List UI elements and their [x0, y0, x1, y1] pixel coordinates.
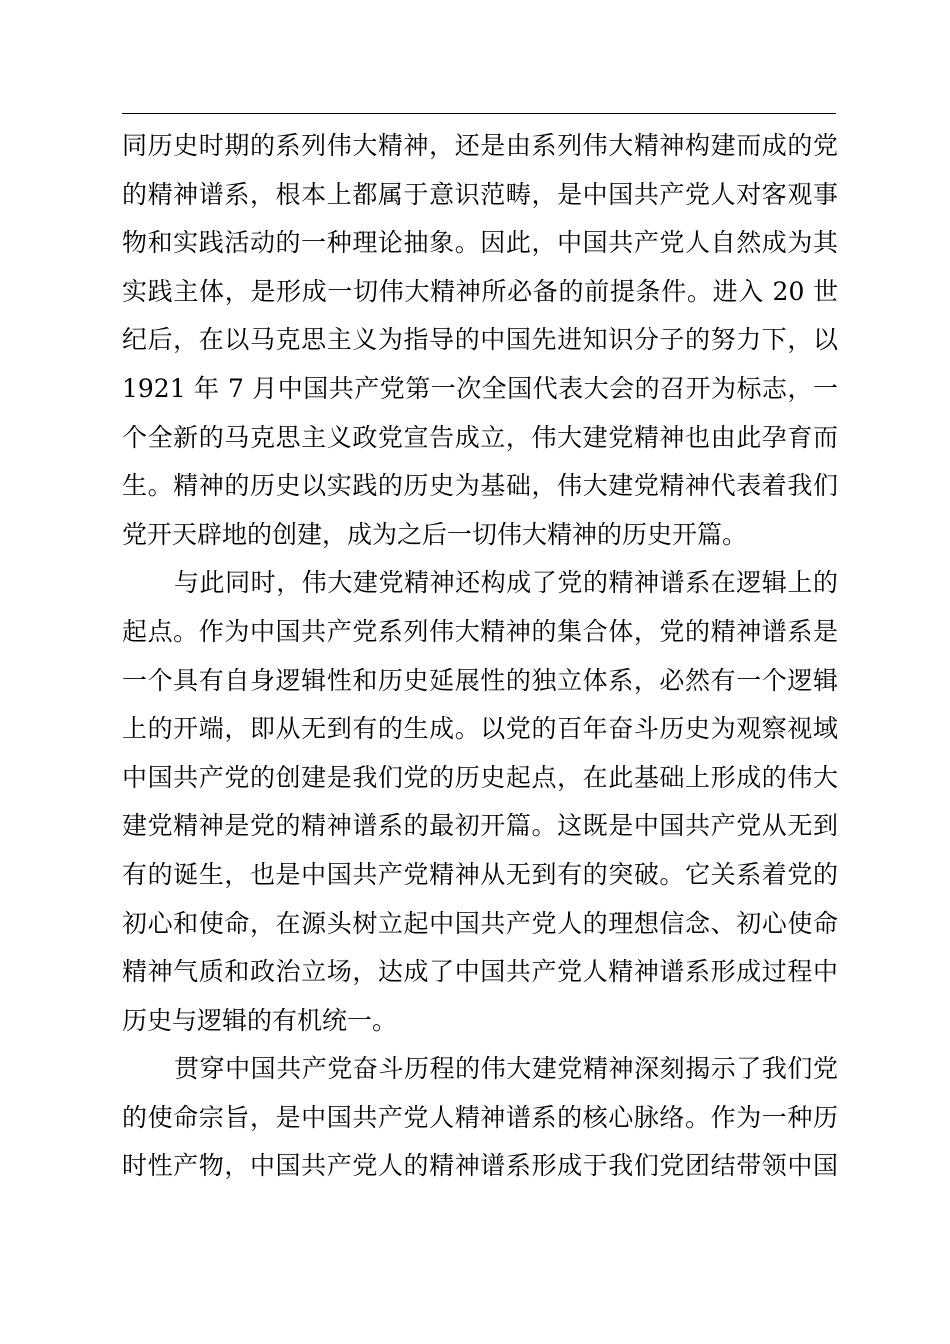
text-line: 贯穿中国共产党奋斗历程的伟大建党精神深刻揭示了我们党 [174, 1054, 838, 1084]
text-line: 历史与逻辑的有机统一。 [122, 1005, 398, 1035]
text-line: 一个具有自身逻辑性和历史延展性的独立体系，必然有一个逻辑 [122, 665, 838, 695]
text-line: 精神气质和政治立场，达成了中国共产党人精神谱系形成过程中 [122, 957, 838, 987]
text-line: 党开天辟地的创建，成为之后一切伟大精神的历史开篇。 [122, 519, 748, 549]
paragraph-2 [122, 559, 838, 1045]
paragraph-3 [122, 1045, 838, 1191]
text-line: 生。精神的历史以实践的历史为基础，伟大建党精神代表着我们 [122, 471, 838, 501]
text-line: 时性产物，中国共产党人的精神谱系形成于我们党团结带领中国 [122, 1151, 838, 1181]
body-text [122, 122, 838, 1191]
text-line: 的使命宗旨，是中国共产党人精神谱系的核心脉络。作为一种历 [122, 1102, 838, 1132]
text-line: 初心和使命，在源头树立起中国共产党人的理想信念、初心使命 [122, 908, 838, 938]
text-line: 的精神谱系，根本上都属于意识范畴，是中国共产党人对客观事 [122, 179, 838, 209]
paragraph-1 [122, 122, 838, 559]
text-line: 实践主体，是形成一切伟大精神所必备的前提条件。进入 20 世 [122, 276, 838, 306]
text-line: 个全新的马克思主义政党宣告成立，伟大建党精神也由此孕育而 [122, 422, 838, 452]
text-line: 纪后，在以马克思主义为指导的中国先进知识分子的努力下，以 [122, 325, 838, 355]
text-line: 上的开端，即从无到有的生成。以党的百年奋斗历史为观察视域 [122, 714, 838, 744]
text-line: 1921 年 7 月中国共产党第一次全国代表大会的召开为标志，一 [122, 373, 838, 403]
text-line: 中国共产党的创建是我们党的历史起点，在此基础上形成的伟大 [122, 762, 838, 792]
text-line: 建党精神是党的精神谱系的最初开篇。这既是中国共产党从无到 [122, 811, 838, 841]
text-line: 同历史时期的系列伟大精神，还是由系列伟大精神构建而成的党 [122, 131, 838, 160]
text-line: 物和实践活动的一种理论抽象。因此，中国共产党人自然成为其 [122, 228, 838, 258]
text-line: 与此同时，伟大建党精神还构成了党的精神谱系在逻辑上的 [174, 568, 838, 598]
header-rule [122, 113, 836, 114]
text-line: 有的诞生，也是中国共产党精神从无到有的突破。它关系着党的 [122, 859, 838, 889]
text-line: 起点。作为中国共产党系列伟大精神的集合体，党的精神谱系是 [122, 616, 838, 646]
